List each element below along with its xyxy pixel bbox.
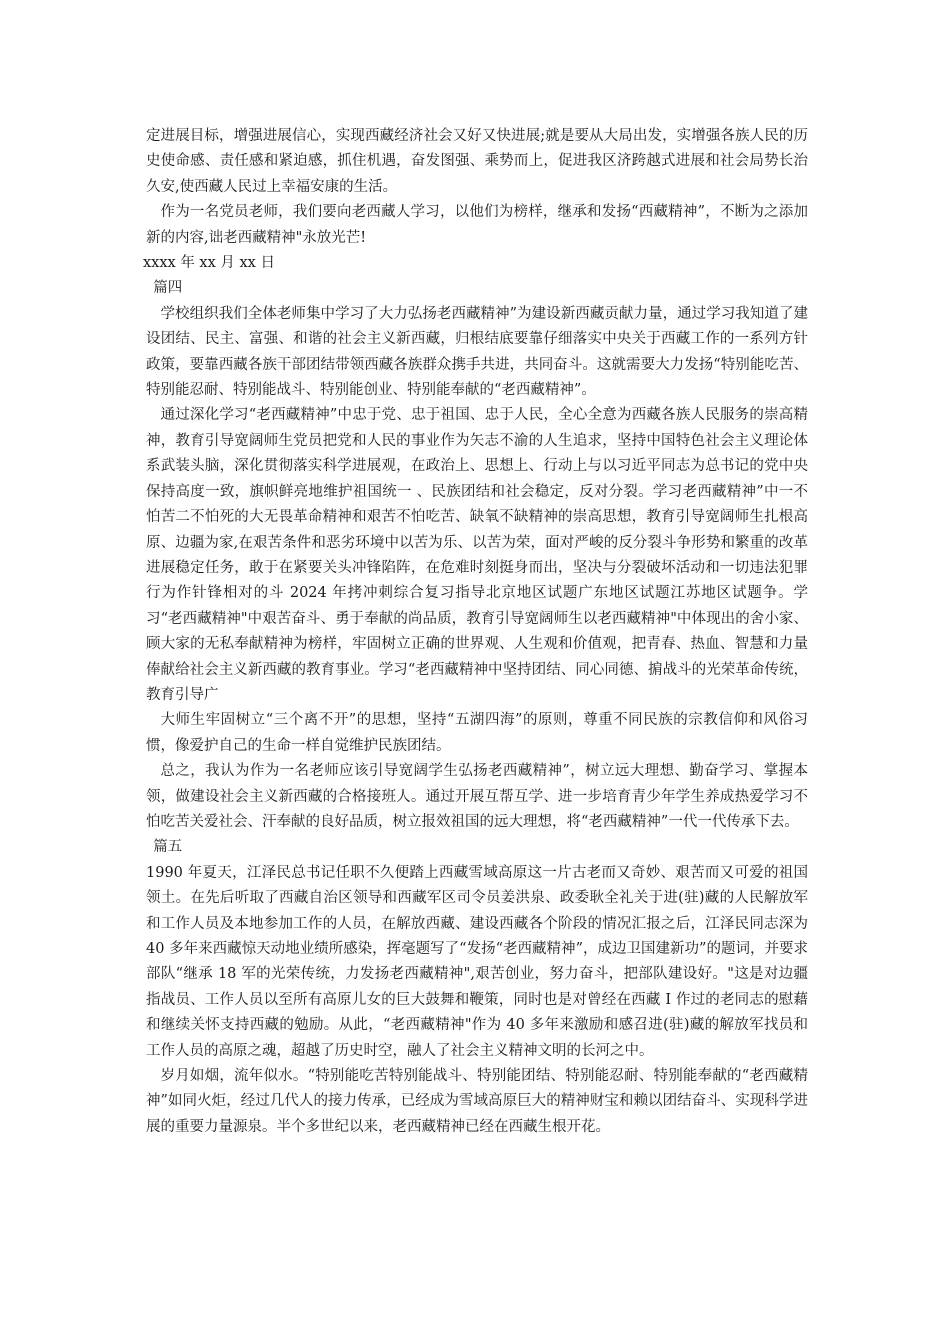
document-body xyxy=(143,124,808,1140)
paragraph-teacher-learning: 作为一名党员老师，我们要向老西藏人学习，以他们为榜样，继承和发扬“西藏精神”，不断为之添加新的内容,诎老西藏精神"永放光芒! xyxy=(146,204,808,246)
paragraph-ethnic-unity: 大师生牢固树立“三个离不开”的思想，坚持“五湖四海”的原则，尊重不同民族的宗教信仰和风俗习惯，像爱护自己的生命一样自觉维护民族团结。 xyxy=(146,712,808,754)
section-heading-4: 篇四 xyxy=(153,280,183,297)
paragraph-years-pass: 岁月如烟，流年似水。“特别能吃苦特别能战斗、特别能团结、特别能忍耐、特别能奉献的“老西藏精神”如同火炬，经过几代人的接力传承，已经成为雪域高原巨大的精神财宝和赖以团结奋斗、实现科学进展的重要力量源泉。半个多世纪以来，老西藏精神已经在西藏生根开花。 xyxy=(146,1068,808,1135)
date-line: xxxx 年 xx 月 xx 日 xyxy=(143,255,275,272)
paragraph-1990-summer: 1990 年夏天，江泽民总书记任职不久便踏上西藏雪域高原这一片古老而又奇妙、艰苦而又可爱的祖国领土。在先后听取了西藏自治区领导和西藏军区司令员姜洪泉、政委耿全礼关于进(驻)藏的人民解放军和工作人员及本地参加工作的人员，在解放西藏、建设西藏各个阶段的情况汇报之后，江泽民同志深为 40 多年来西藏惊天动地业绩所感染，挥毫题写了“发扬“老西藏精神”，成边卫国建新功”的题词，并要求部队“继承 18 军的光荣传统，力发扬老西藏精神",艰苦创业，努力奋斗，把部队建设好。"这是对边疆指战员、工作人员以至所有高原儿女的巨大鼓舞和鞭策，同时也是对曾经在西藏 I 作过的老同志的慰藉和继续关怀支持西藏的勉励。从此，“老西藏精神"作为 40 多年来激励和感召进(驻)藏的解放军找员和工作人员的高原之魂，超越了历史时空，融人了社会主义精神文明的长河之中。 xyxy=(146,864,808,1059)
paragraph-conclusion: 总之，我认为作为一名老师应该引导宽阔学生弘扬老西藏精神”，树立远大理想、勤奋学习、掌握本领，做建设社会主义新西藏的合格接班人。通过开展互帮互学、进一步培育青少年学生养成热爱学习不怕吃苦关爱社会、汗奉献的良好品质，树立报效祖国的远大理想，将“老西藏精神”一代一代传承下去。 xyxy=(146,763,808,830)
paragraph-deep-learning: 通过深化学习“老西藏精神”中忠于党、忠于祖国、忠于人民，全心全意为西藏各族人民服务的崇高精神，教育引导宽阔师生党员把党和人民的事业作为矢志不渝的人生追求，坚持中国特色社会主义理论体系武装头脑，深化贯彻落实科学进展观，在政治上、思想上、行动上与以习近平同志为总书记的党中央保持高度一致，旗帜鲜亮地维护祖国统一 、民族团结和社会稳定，反对分裂。学习老西藏精神”中一不怕苦二不怕死的大无畏革命精神和艰苦不怕吃苦、缺氧不缺精神的崇高思想，教育引导宽阔师生扎根高原、边疆为家,在艰苦条件和恶劣环境中以苦为乐、以苦为荣，面对严峻的反分裂斗争形势和繁重的改革进展稳定任务，敢于在紧要关头冲锋陷阵，在危难时刻挺身而出，坚决与分裂破坏活动和一切违法犯罪行为作针锋相对的斗 2024 年拷冲刺综合复习指导北京地区试题广东地区试题江苏地区试题争。学习“老西藏精神"中艰苦奋斗、勇于奉献的尚品质，教育引导宽阔师生以老西藏精神"中体现出的舍小家、顾大家的无私奉献精神为榜样，牢固树立正确的世界观、人生观和价值观，把青春、热血、智慧和力量俸献给社会主义新西藏的教育事业。学习“老西藏精神中坚持团结、同心同德、掮战斗的光荣革命传统，教育引导广 xyxy=(146,407,808,703)
paragraph-continuation: 定进展目标，增强进展信心，实现西藏经济社会又好又快进展;就是要从大局出发，实增强各族人民的历史使命感、责任感和紧迫感，抓住机遇，奋发图强、乘势而上，促进我区济跨越式进展和社会局势长治久安,使西藏人民过上幸福安康的生活。 xyxy=(146,128,808,195)
paragraph-school-study: 学校组织我们全体老师集中学习了大力弘扬老西藏精神”为建设新西藏贡献力量，通过学习我知道了建设团结、民主、富强、和谐的社会主义新西藏，归根结底要靠仔细落实中央关于西藏工作的一系列方针政策，要靠西藏各族干部团结带领西藏各族群众携手共进，共同奋斗。这就需要大力发扬“特别能吃苦、特别能忍耐、特别能战斗、特别能创业、特别能奉献的“老西藏精神”。 xyxy=(146,305,808,399)
section-heading-5: 篇五 xyxy=(153,839,183,856)
